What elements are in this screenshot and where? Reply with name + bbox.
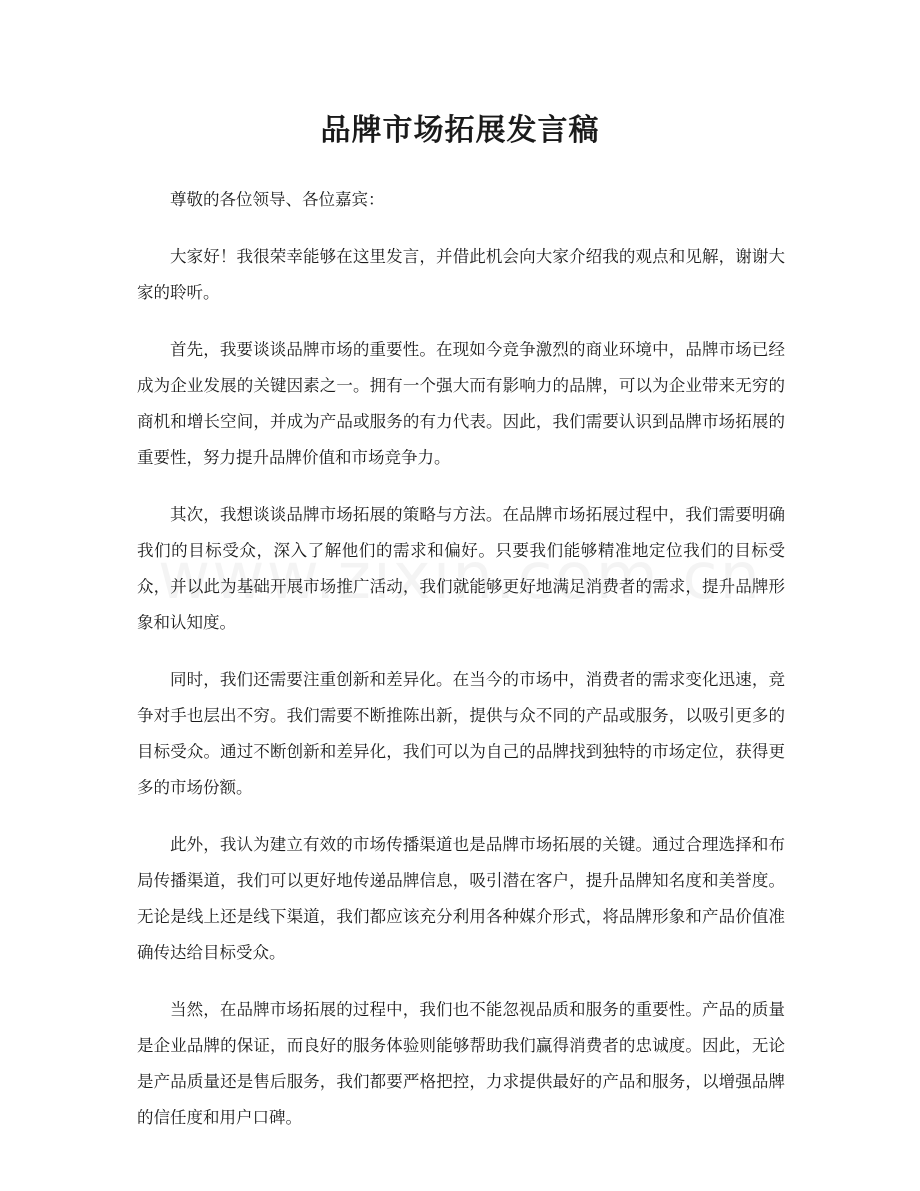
document-body (137, 182, 785, 1157)
body-paragraph: 同时，我们还需要注重创新和差异化。在当今的市场中，消费者的需求变化迅速，竞争对手也层出不穷。我们需要不断推陈出新，提供与众不同的产品或服务，以吸引更多的目标受众。通过不断创新和差异化，我们可以为自己的品牌找到独特的市场定位，获得更多的市场份额。 (137, 670, 785, 797)
salutation-paragraph: 尊敬的各位领导、各位嘉宾： (170, 190, 385, 209)
body-paragraph: 此外，我认为建立有效的市场传播渠道也是品牌市场拓展的关键。通过合理选择和布局传播渠道，我们可以更好地传递品牌信息，吸引潜在客户，提升品牌知名度和美誉度。无论是线上还是线下渠道，我们都应该充分利用各种媒介形式，将品牌形象和产品价值准确传达给目标受众。 (137, 835, 785, 962)
body-paragraph: 其次，我想谈谈品牌市场拓展的策略与方法。在品牌市场拓展过程中，我们需要明确我们的目标受众，深入了解他们的需求和偏好。只要我们能够精准地定位我们的目标受众，并以此为基础开展市场推广活动，我们就能够更好地满足消费者的需求，提升品牌形象和认知度。 (137, 505, 785, 632)
body-paragraph: 当然，在品牌市场拓展的过程中，我们也不能忽视品质和服务的重要性。产品的质量是企业品牌的保证，而良好的服务体验则能够帮助我们赢得消费者的忠诚度。因此，无论是产品质量还是售后服务，我们都要严格把控，力求提供最好的产品和服务，以增强品牌的信任度和用户口碑。 (137, 1000, 785, 1127)
greeting-paragraph: 大家好！我很荣幸能够在这里发言，并借此机会向大家介绍我的观点和见解，谢谢大家的聆听。 (137, 247, 785, 302)
document-title: 品牌市场拓展发言稿 (320, 113, 600, 148)
body-paragraph: 首先，我要谈谈品牌市场的重要性。在现如今竞争激烈的商业环境中，品牌市场已经成为企业发展的关键因素之一。拥有一个强大而有影响力的品牌，可以为企业带来无穷的商机和增长空间，并成为产品或服务的有力代表。因此，我们需要认识到品牌市场拓展的重要性，努力提升品牌价值和市场竞争力。 (137, 340, 785, 467)
